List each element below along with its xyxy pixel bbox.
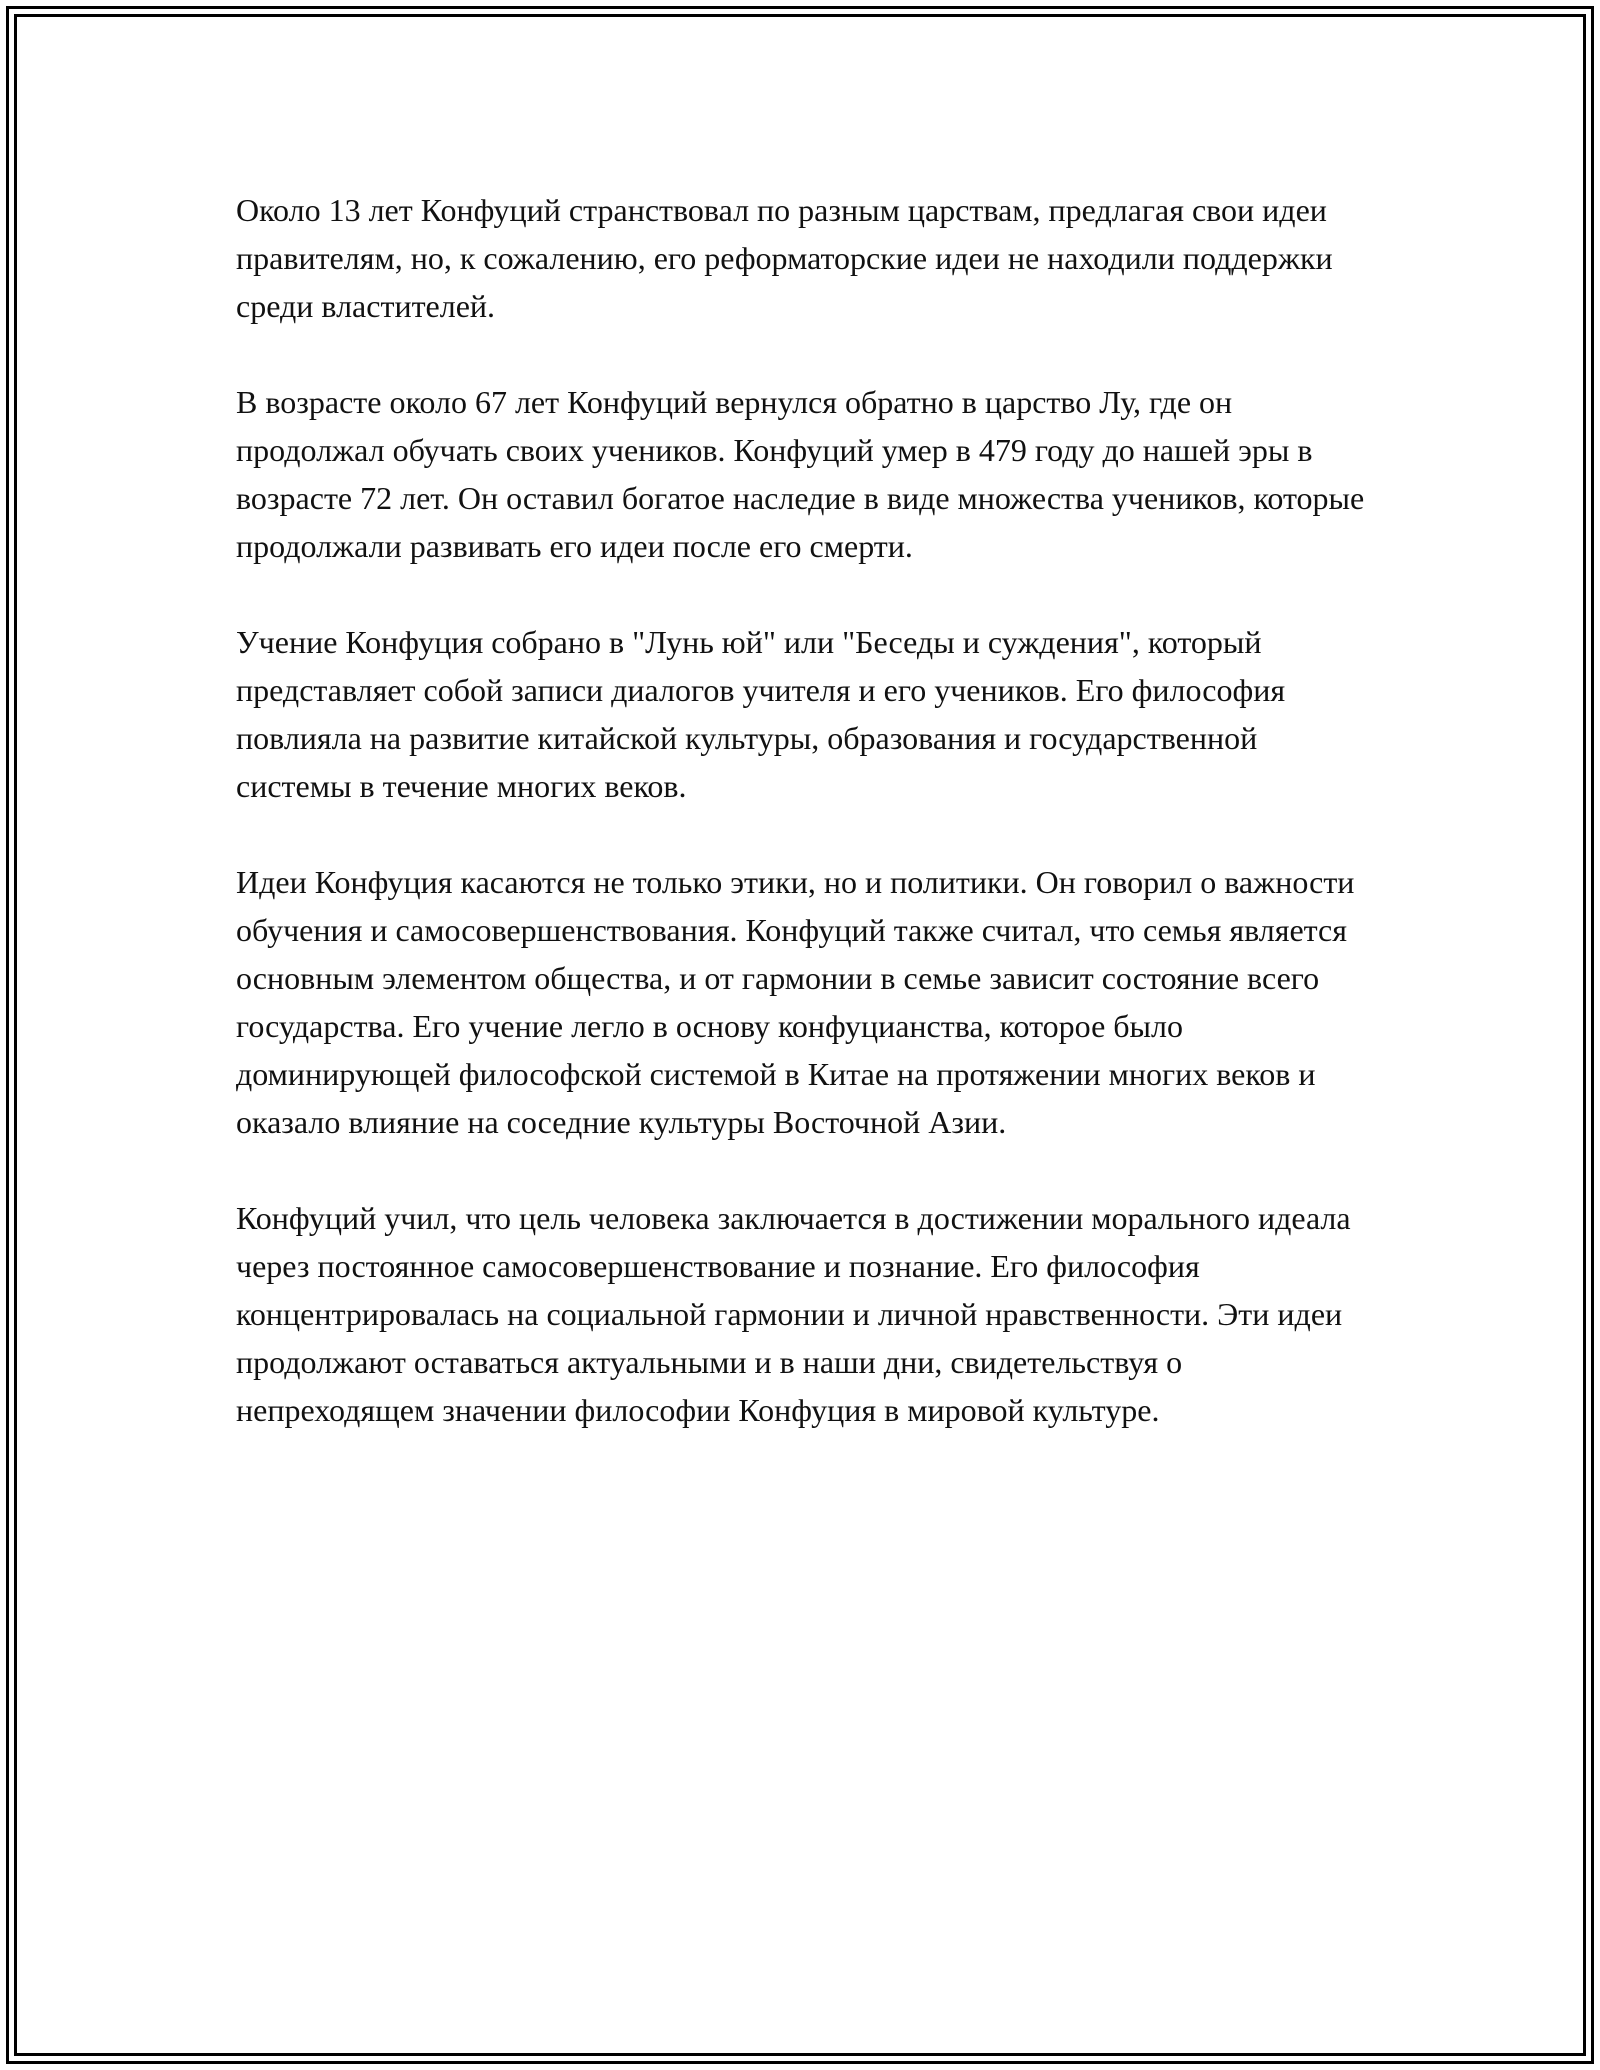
paragraph-legacy: Конфуций учил, что цель человека заключается в достижении морального идеала через постоянное самосовершенствование и познание. Его философия концентрировалась на социальной гармонии и личной нравственности. Эти идеи продолжают оставаться актуальными и в наши дни, свидетельствуя о непреходящем значении философии Конфуция в мировой культуре. (236, 1200, 1351, 1428)
document-body (236, 186, 1376, 1434)
paragraph-ideas: Идеи Конфуция касаются не только этики, но и политики. Он говорил о важности обучения и самосовершенствования. Конфуций также считал, что семья является основным элементом общества, и от гармонии в семье зависит состояние всего государства. Его учение легло в основу конфуцианства, которое было доминирующей философской системой в Китае на протяжении многих веков и оказало влияние на соседние культуры Восточной Азии. (236, 864, 1355, 1140)
paragraph-travels: Около 13 лет Конфуций странствовал по разным царствам, предлагая свои идеи правителям, но, к сожалению, его реформаторские идеи не находили поддержки среди властителей. (236, 192, 1333, 324)
paragraph-analects: Учение Конфуция собрано в "Лунь юй" или "Беседы и суждения", который представляет собой записи диалогов учителя и его учеников. Его философия повлияла на развитие китайской культуры, образования и государственной системы в течение многих веков. (236, 624, 1286, 804)
paragraph-return-and-death: В возрасте около 67 лет Конфуций вернулся обратно в царство Лу, где он продолжал обучать своих учеников. Конфуций умер в 479 году до нашей эры в возрасте 72 лет. Он оставил богатое наследие в виде множества учеников, которые продолжали развивать его идеи после его смерти. (236, 384, 1365, 564)
